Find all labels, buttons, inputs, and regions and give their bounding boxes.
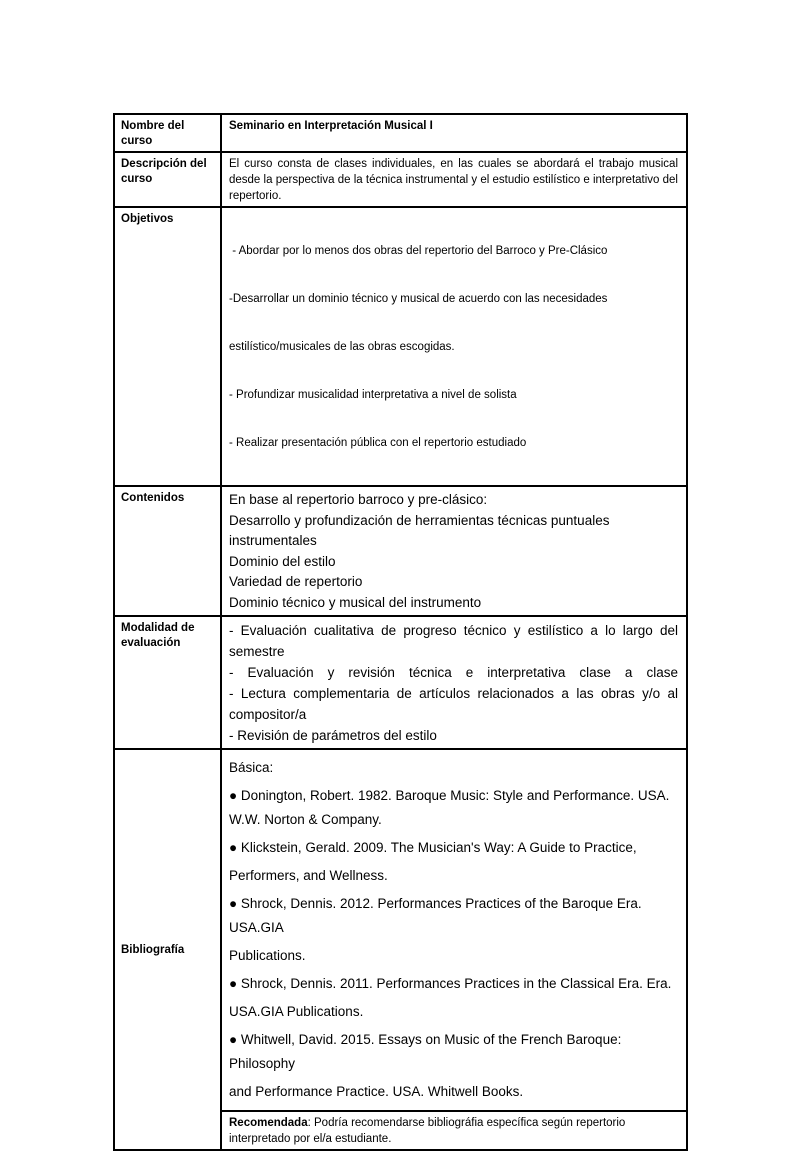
content-paragraph: En base al repertorio barroco y pre-clásico: [229,492,488,507]
content-paragraph: Variedad de repertorio [229,574,363,589]
objective-line: - Profundizar musicalidad interpretativa a nivel de solista [229,389,517,401]
table-row [115,748,686,1149]
objective-line: -Desarrollar un dominio técnico y musical de acuerdo con las necesidades [229,293,608,305]
row-label-descripcion: Descripción del curso [115,153,222,206]
objective-line: - Realizar presentación pública con el repertorio estudiado [229,437,527,449]
objective-line: - Abordar por lo menos dos obras del repertorio del Barroco y Pre-Clásico [229,245,608,257]
biblio-entry: ● Donington, Robert. 1982. Baroque Music: Style and Performance. USA. W.W. Norton & Company. [229,788,670,827]
content-paragraph: Desarrollo y profundización de herramientas técnicas puntuales instrumentales [229,512,610,548]
recommended-label: Recomendada [229,1117,308,1129]
course-description-text: El curso consta de clases individuales, en las cuales se abordará el trabajo musical desde la perspectiva de la técnica instrumental y el estudio estilístico e interpretativo del repertorio. [229,158,678,202]
biblio-entry: ● Shrock, Dennis. 2011. Performances Practices in the Classical Era. Era. [229,976,672,991]
table-row [115,485,686,615]
evaluation-item: - Evaluación cualitativa de progreso técnico y estilístico a lo largo del semestre [229,623,678,659]
table-row [115,615,686,748]
biblio-entry: USA.GIA Publications. [229,1004,364,1019]
evaluation-list [222,617,686,748]
row-label-nombre-del-curso: Nombre del curso [115,115,222,151]
row-label-contenidos: Contenidos [115,487,222,615]
table-row [115,115,686,151]
bibliography-basic-section [222,750,686,1110]
row-label-modalidad: Modalidad de evaluación [115,617,222,748]
biblio-entry: ● Klickstein, Gerald. 2009. The Musician's Way: A Guide to Practice, [229,840,637,855]
biblio-entry: Performers, and Wellness. [229,868,388,883]
evaluation-item: - Lectura complementaria de artículos relacionados a las obras y/o al compositor/a [229,686,678,722]
bibliography-cell [222,750,686,1149]
bibliography-recommended-section [222,1110,686,1149]
recommended-text: : Podría recomendarse bibliográfia específica según repertorio interpretado por el/a estudiante. [229,1117,626,1145]
content-paragraph: Dominio técnico y musical del instrumento [229,594,482,610]
biblio-entry: ● Whitwell, David. 2015. Essays on Music of the French Baroque: Philosophy [229,1032,622,1071]
objective-line: estilístico/musicales de las obras escogidas. [229,341,455,353]
biblio-heading: Básica: [229,760,274,775]
evaluation-item: - Evaluación y revisión técnica e interpretativa clase a clase [229,665,678,680]
table-row [115,206,686,485]
content-paragraph: Dominio del estilo [229,553,336,569]
evaluation-item: - Revisión de parámetros del estilo [229,728,437,743]
course-name-value: Seminario en Interpretación Musical I [229,120,433,132]
biblio-entry: Publications. [229,948,306,963]
course-syllabus-table [113,113,688,1151]
table-row [115,151,686,206]
row-label-objetivos: Objetivos [115,208,222,485]
row-label-bibliografia: Bibliografía [115,750,222,1149]
contents-list [222,487,686,615]
objectives-list [222,208,686,485]
biblio-entry: ● Shrock, Dennis. 2012. Performances Practices of the Baroque Era. USA.GIA [229,896,642,935]
biblio-entry: and Performance Practice. USA. Whitwell Books. [229,1084,524,1099]
